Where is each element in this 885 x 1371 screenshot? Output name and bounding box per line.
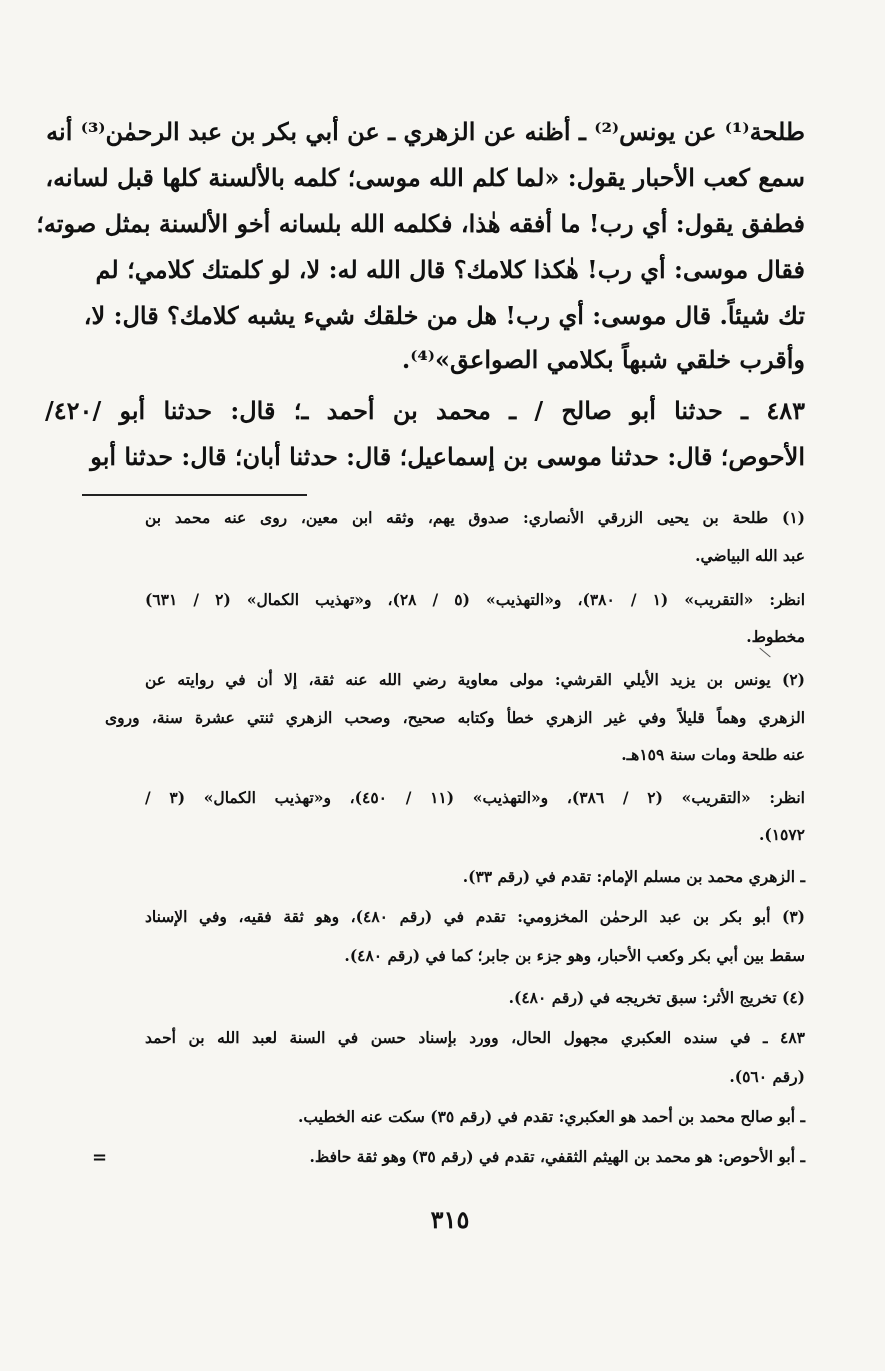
main-text-line: الأحوص؛ قال: حدثنا موسى بن إسماعيل؛ قال: حدثنا أبان؛ قال: حدثنا أبو (90, 442, 805, 471)
footnote-line: (٤) تخريج الأثر: سبق تخريجه في (رقم ٤٨٠). (508, 988, 805, 1007)
main-text-line: فقال موسى: أي رب! هٰكذا كلامك؟ قال الله له: لا، لو كلمتك كلامي؛ لم (95, 255, 805, 284)
main-text-line: طلحة⁽¹⁾ عن يونس⁽²⁾ ـ أظنه عن الزهري ـ عن أبي بكر بن عبد الرحمٰن⁽³⁾ أنه (46, 117, 805, 146)
footnote-line: الزهري وهماً قليلاً وفي غير الزهري خطأ وكتابه صحيح، وصحب الزهري ثنتي عشرة سنة، وروى (105, 708, 805, 727)
footnote-separator (82, 494, 307, 496)
footnote-line: انظر: «التقريب» (١ / ٣٨٠)، و«التهذيب» (٥ / ٢٨)، و«تهذيب الكمال» (٢ / ٦٣١) (145, 590, 805, 609)
main-text-line: وأقرب خلقي شبهاً بكلامي الصواعق»⁽⁴⁾. (401, 345, 805, 374)
continuation-mark: = (92, 1147, 108, 1168)
footnote-line: (٢) يونس بن يزيد الأيلي القرشي: مولى معاوية رضي الله عنه ثقة، إلا أن في روايته عن (145, 670, 805, 689)
main-text-line: سمع كعب الأحبار يقول: «لما كلم الله موسى؛ كلمه بالألسنة كلها قبل لسانه، (45, 163, 805, 192)
footnote-line: ٤٨٣ ـ في سنده العكبري مجهول الحال، وورد بإسناد حسن في السنة لعبد الله بن أحمد (145, 1028, 805, 1047)
footnote-line: (رقم ٥٦٠). (729, 1067, 805, 1086)
footnote-line: عنه طلحة ومات سنة ١٥٩هـ. (621, 745, 805, 764)
footnote-line: مخطوط. (746, 627, 805, 646)
page-number: ٣١٥ (430, 1205, 470, 1234)
narration-heading: ٤٨٣ ـ حدثنا أبو صالح / ـ محمد بن أحمد ـ؛ قال: حدثنا أبو /٤٢٠/ (45, 396, 805, 425)
stray-pen-mark (759, 648, 770, 658)
footnote-line: (٣) أبو بكر بن عبد الرحمٰن المخزومي: تقدم في (رقم ٤٨٠)، وهو ثقة فقيه، وفي الإسناد (145, 907, 805, 926)
footnote-line: ١٥٧٢). (758, 825, 805, 844)
footnote-line: (١) طلحة بن يحيى الزرقي الأنصاري: صدوق يهم، وثقه ابن معين، روى عنه محمد بن (145, 508, 805, 527)
footnote-line: سقط بين أبي بكر وكعب الأحبار، وهو جزء بن جابر؛ كما في (رقم ٤٨٠). (344, 946, 805, 965)
footnote-line: انظر: «التقريب» (٢ / ٣٨٦)، و«التهذيب» (١١ / ٤٥٠)، و«تهذيب الكمال» (٣ / (145, 788, 805, 807)
footnote-line: عبد الله البياضي. (695, 546, 805, 565)
footnote-line: ـ الزهري محمد بن مسلم الإمام: تقدم في (رقم ٣٣). (462, 867, 805, 886)
main-text-line: تك شيئاً. قال موسى: أي رب! هل من خلقك شيء يشبه كلامك؟ قال: لا، (83, 301, 805, 330)
footnote-line: ـ أبو الأحوص: هو محمد بن الهيثم الثقفي، تقدم في (رقم ٣٥) وهو ثقة حافظ. (309, 1147, 805, 1166)
footnote-line: ـ أبو صالح محمد بن أحمد هو العكبري: تقدم في (رقم ٣٥) سكت عنه الخطيب. (298, 1107, 805, 1126)
main-text-line: فطفق يقول: أي رب! ما أفقه هٰذا، فكلمه الله بلسانه أخو الألسنة بمثل صوته؛ (36, 209, 805, 238)
